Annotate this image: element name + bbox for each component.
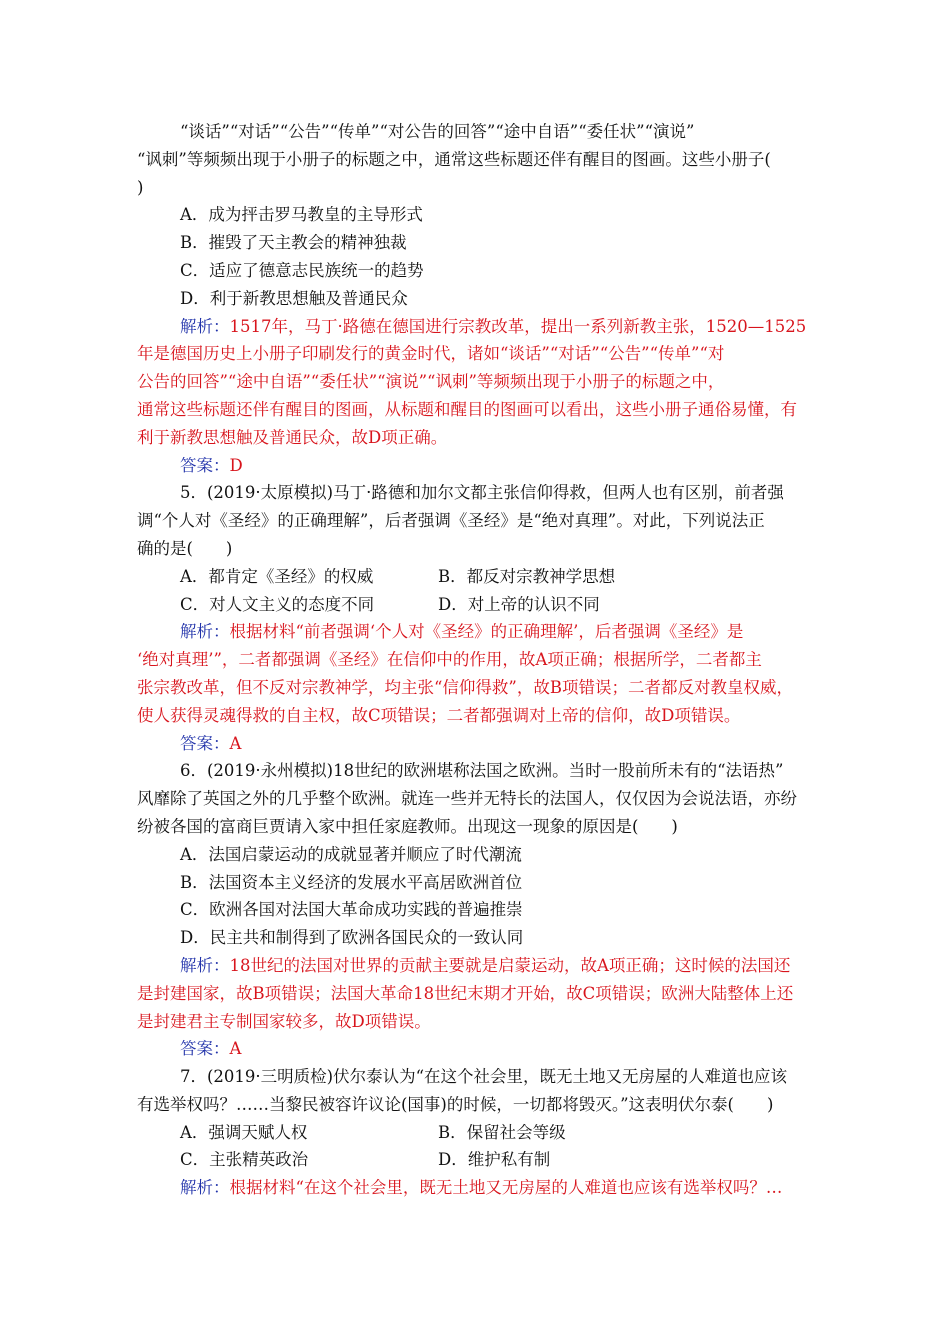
q7-analysis-text-1: 根据材料“在这个社会里，既无土地又无房屋的人难道也应该有选举权吗？… (229, 1178, 783, 1198)
q6-option-d: D．民主共和制得到了欧洲各国民众的一致认同 (180, 928, 524, 948)
q4-analysis-line-4: 通常这些标题还伴有醒目的图画，从标题和醒目的图画可以看出，这些小册子通俗易懂，有 (137, 399, 797, 419)
q5-stem-line-1: 5．(2019·太原模拟)马丁·路德和加尔文都主张信仰得救，但两人也有区别，前者强 (180, 483, 784, 503)
q5-answer (137, 730, 817, 758)
answer-label: 答案： (180, 455, 230, 475)
q6-stem-line-3: 纷被各国的富商巨贾请入家中担任家庭教师。出现这一现象的原因是( ) (137, 816, 678, 836)
q6-analysis-line-1 (137, 952, 817, 980)
q4-analysis-line-3: 公告的回答”“途中自语”“委任状”“演说”“讽刺”等频频出现于小册子的标题之中， (137, 372, 725, 392)
q5-stem-line-3: 确的是( ) (137, 538, 233, 558)
q7-options-row-2 (137, 1146, 817, 1174)
q7-analysis-line-1 (137, 1174, 817, 1202)
q7-option-b: B．保留社会等级 (438, 1122, 566, 1142)
q7-options-row-1 (137, 1119, 817, 1147)
analysis-label: 解析： (180, 955, 230, 975)
q4-option-d: D．利于新教思想触及普通民众 (180, 288, 408, 308)
q5-stem-line-2: 调“个人对《圣经》的正确理解”，后者强调《圣经》是“绝对真理”。对此，下列说法正 (137, 511, 765, 531)
q5-option-b: B．都反对宗教神学思想 (438, 566, 616, 586)
answer-label: 答案： (180, 733, 230, 753)
q4-analysis-line-2: 年是德国历史上小册子印刷发行的黄金时代，诸如“谈话”“对话”“公告”“传单”“对 (137, 344, 725, 364)
q5-option-c: C．对人文主义的态度不同 (180, 594, 375, 614)
q7-option-d: D．维护私有制 (438, 1150, 551, 1170)
q7-stem-line-2: 有选举权吗？……当黎民被容许议论(国事)的时候，一切都将毁灭。”这表明伏尔泰( ) (137, 1094, 774, 1114)
q5-analysis-text-1: 根据材料“前者强调‘个人对《圣经》的正确理解’，后者强调《圣经》是 (229, 622, 744, 642)
q5-analysis-line-3: 张宗教改革，但不反对宗教神学，均主张“信仰得救”，故B项错误；二者都反对教皇权威， (137, 677, 793, 697)
q6-analysis-text-1: 18世纪的法国对世界的贡献主要就是启蒙运动，故A项正确；这时候的法国还 (229, 955, 791, 975)
q4-option-b: B．摧毁了天主教会的精神独裁 (180, 233, 407, 253)
q5-option-a: A．都肯定《圣经》的权威 (180, 566, 374, 586)
q6-option-b: B．法国资本主义经济的发展水平高居欧洲首位 (180, 872, 523, 892)
q4-option-a: A．成为抨击罗马教皇的主导形式 (180, 205, 423, 225)
q6-option-a: A．法国启蒙运动的成就显著并顺应了时代潮流 (180, 844, 522, 864)
q5-option-d: D．对上帝的认识不同 (438, 594, 600, 614)
q4-analysis-text-1: 1517年，马丁·路德在德国进行宗教改革，提出一系列新教主张，1520—1525 (229, 316, 807, 336)
q6-analysis-line-3: 是封建君主专制国家较多，故D项错误。 (137, 1011, 431, 1031)
q5-analysis-line-1 (137, 618, 817, 646)
q7-option-a: A．强调天赋人权 (180, 1122, 308, 1142)
q6-answer (137, 1035, 817, 1063)
q4-analysis-line-5: 利于新教思想触及普通民众，故D项正确。 (137, 427, 448, 447)
q5-answer-value: A (229, 733, 242, 753)
q5-analysis-line-4: 使人获得灵魂得救的自主权，故C项错误；二者都强调对上帝的信仰，故D项错误。 (137, 705, 741, 725)
q6-option-c: C．欧洲各国对法国大革命成功实践的普遍推崇 (180, 900, 523, 920)
document-page (137, 118, 817, 1202)
q5-options-row-2 (137, 591, 817, 619)
q4-stem-line-2: “讽刺”等频频出现于小册子的标题之中，通常这些标题还伴有醒目的图画。这些小册子( (137, 149, 771, 169)
q4-analysis-line-1 (137, 313, 817, 341)
q5-options-row-1 (137, 563, 817, 591)
q5-analysis-line-2: ‘绝对真理’”，二者都强调《圣经》在信仰中的作用，故A项正确；根据所学，二者都主 (137, 650, 762, 670)
analysis-label: 解析： (180, 1178, 230, 1198)
q7-option-c: C．主张精英政治 (180, 1150, 309, 1170)
q6-stem-line-1: 6．(2019·永州模拟)18世纪的欧洲堪称法国之欧洲。当时一股前所未有的“法语热” (180, 761, 784, 781)
q4-option-c: C．适应了德意志民族统一的趋势 (180, 260, 424, 280)
answer-label: 答案： (180, 1039, 230, 1059)
q4-stem-line-1: “谈话”“对话”“公告”“传单”“对公告的回答”“途中自语”“委任状”“演说” (180, 122, 695, 141)
q6-stem-line-2: 风靡除了英国之外的几乎整个欧洲。就连一些并无特长的法国人，仅仅因为会说法语，亦纷 (137, 789, 797, 809)
analysis-label: 解析： (180, 316, 230, 336)
q4-stem-line-3: ) (137, 177, 144, 197)
q7-stem-line-1: 7．(2019·三明质检)伏尔泰认为“在这个社会里，既无土地又无房屋的人难道也应该 (180, 1067, 788, 1087)
analysis-label: 解析： (180, 622, 230, 642)
q4-answer (137, 452, 817, 480)
q4-answer-value: D (229, 455, 243, 475)
q6-analysis-line-2: 是封建国家，故B项错误；法国大革命18世纪末期才开始，故C项错误；欧洲大陆整体上还 (137, 983, 794, 1003)
q6-answer-value: A (229, 1039, 242, 1059)
